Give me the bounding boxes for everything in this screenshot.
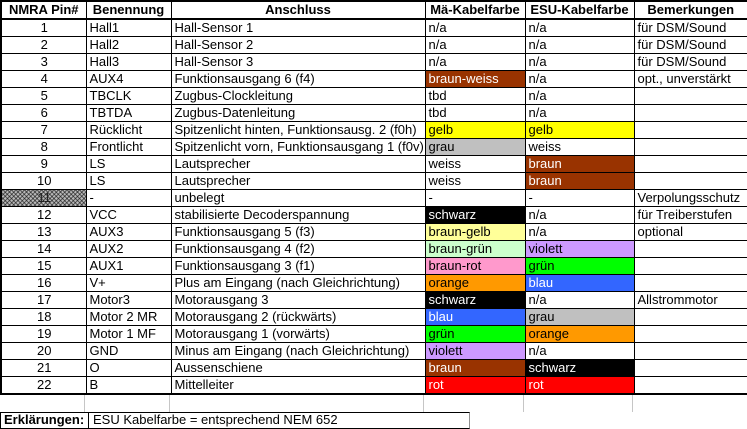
column-header-esu-kabelfarbe: ESU-Kabelfarbe: [525, 1, 634, 19]
table-row: [1, 326, 747, 343]
esu-kabelfarbe-cell: n/a: [525, 207, 634, 224]
benennung-cell: Hall2: [86, 37, 171, 54]
anschluss-cell: Spitzenlicht vorn, Funktionsausgang 1 (f0v): [171, 139, 425, 156]
pin-number-cell: 6: [1, 105, 86, 122]
pin-number-cell: 19: [1, 326, 86, 343]
table-row: [1, 275, 747, 292]
anschluss-cell: Funktionsausgang 3 (f1): [171, 258, 425, 275]
pin-number-cell: 5: [1, 88, 86, 105]
empty-cell: [524, 395, 633, 412]
ma-kabelfarbe-cell: -: [425, 190, 525, 207]
table-row: [1, 258, 747, 275]
bemerkung-cell: [634, 139, 747, 156]
anschluss-cell: Lautsprecher: [171, 156, 425, 173]
benennung-cell: AUX2: [86, 241, 171, 258]
legend-box: [0, 412, 470, 429]
anschluss-cell: Mittelleiter: [171, 377, 425, 395]
ma-kabelfarbe-cell: tbd: [425, 105, 525, 122]
table-row: [1, 190, 747, 207]
ma-kabelfarbe-cell: n/a: [425, 54, 525, 71]
ma-kabelfarbe-cell: orange: [425, 275, 525, 292]
legend-label: Erklärungen:: [1, 413, 89, 428]
benennung-cell: TBCLK: [86, 88, 171, 105]
pin-number-cell: 1: [1, 19, 86, 37]
esu-kabelfarbe-cell: rot: [525, 377, 634, 395]
esu-kabelfarbe-cell: violett: [525, 241, 634, 258]
ma-kabelfarbe-cell: n/a: [425, 37, 525, 54]
column-header-pin: NMRA Pin#: [1, 1, 86, 19]
ma-kabelfarbe-cell: schwarz: [425, 207, 525, 224]
pin-number-cell: 22: [1, 377, 86, 395]
pin-number-cell: 4: [1, 71, 86, 88]
esu-kabelfarbe-cell: n/a: [525, 343, 634, 360]
bemerkung-cell: [634, 173, 747, 190]
pin-number-cell: 18: [1, 309, 86, 326]
empty-cell: [85, 395, 170, 412]
table-row: [1, 105, 747, 122]
pin-number-cell: 10: [1, 173, 86, 190]
table-row: [1, 343, 747, 360]
pin-number-cell: 17: [1, 292, 86, 309]
table-row: [1, 292, 747, 309]
esu-kabelfarbe-cell: n/a: [525, 19, 634, 37]
pin-number-cell: 2: [1, 37, 86, 54]
bemerkung-cell: für DSM/Sound: [634, 37, 747, 54]
esu-kabelfarbe-cell: n/a: [525, 105, 634, 122]
benennung-cell: LS: [86, 156, 171, 173]
esu-kabelfarbe-cell: schwarz: [525, 360, 634, 377]
empty-cell: [424, 395, 524, 412]
table-row: [1, 139, 747, 156]
benennung-cell: Rücklicht: [86, 122, 171, 139]
anschluss-cell: Funktionsausgang 6 (f4): [171, 71, 425, 88]
ma-kabelfarbe-cell: braun: [425, 360, 525, 377]
pin-number-cell: 21: [1, 360, 86, 377]
bemerkung-cell: [634, 122, 747, 139]
esu-kabelfarbe-cell: blau: [525, 275, 634, 292]
ma-kabelfarbe-cell: braun-rot: [425, 258, 525, 275]
ma-kabelfarbe-cell: grau: [425, 139, 525, 156]
pin-number-cell: 12: [1, 207, 86, 224]
bemerkung-cell: [634, 360, 747, 377]
esu-kabelfarbe-cell: n/a: [525, 224, 634, 241]
anschluss-cell: Zugbus-Datenleitung: [171, 105, 425, 122]
table-row: [1, 88, 747, 105]
benennung-cell: AUX4: [86, 71, 171, 88]
esu-kabelfarbe-cell: braun: [525, 156, 634, 173]
bemerkung-cell: für DSM/Sound: [634, 54, 747, 71]
bemerkung-cell: [634, 258, 747, 275]
pin-table-body: [1, 19, 747, 394]
empty-cell: [0, 395, 85, 412]
esu-kabelfarbe-cell: n/a: [525, 71, 634, 88]
benennung-cell: Motor 2 MR: [86, 309, 171, 326]
table-row: [1, 122, 747, 139]
table-row: [1, 54, 747, 71]
benennung-cell: Motor3: [86, 292, 171, 309]
ma-kabelfarbe-cell: weiss: [425, 156, 525, 173]
legend-text: ESU Kabelfarbe = entsprechend NEM 652: [93, 412, 338, 427]
pin-number-cell: 14: [1, 241, 86, 258]
legend-row: [0, 412, 747, 429]
bemerkung-cell: [634, 326, 747, 343]
ma-kabelfarbe-cell: braun-gelb: [425, 224, 525, 241]
pin-number-cell: 9: [1, 156, 86, 173]
anschluss-cell: Motorausgang 1 (vorwärts): [171, 326, 425, 343]
anschluss-cell: Aussenschiene: [171, 360, 425, 377]
pin-number-cell: 7: [1, 122, 86, 139]
column-header-ma-kabelfarbe: Mä-Kabelfarbe: [425, 1, 525, 19]
bemerkung-cell: [634, 343, 747, 360]
esu-kabelfarbe-cell: n/a: [525, 292, 634, 309]
ma-kabelfarbe-cell: braun-grün: [425, 241, 525, 258]
table-row: [1, 360, 747, 377]
table-row: [1, 241, 747, 258]
bemerkung-cell: [634, 275, 747, 292]
pin-number-cell: 8: [1, 139, 86, 156]
pin-number-cell: 16: [1, 275, 86, 292]
bemerkung-cell: [634, 377, 747, 395]
esu-kabelfarbe-cell: grün: [525, 258, 634, 275]
esu-kabelfarbe-cell: n/a: [525, 88, 634, 105]
esu-kabelfarbe-cell: orange: [525, 326, 634, 343]
table-row: [1, 207, 747, 224]
esu-kabelfarbe-cell: n/a: [525, 37, 634, 54]
benennung-cell: O: [86, 360, 171, 377]
bemerkung-cell: [634, 241, 747, 258]
table-row: [1, 19, 747, 37]
esu-kabelfarbe-cell: grau: [525, 309, 634, 326]
benennung-cell: Motor 1 MF: [86, 326, 171, 343]
ma-kabelfarbe-cell: grün: [425, 326, 525, 343]
esu-kabelfarbe-cell: gelb: [525, 122, 634, 139]
benennung-cell: AUX3: [86, 224, 171, 241]
benennung-cell: Hall3: [86, 54, 171, 71]
benennung-cell: GND: [86, 343, 171, 360]
bemerkung-cell: Verpolungsschutz: [634, 190, 747, 207]
esu-kabelfarbe-cell: -: [525, 190, 634, 207]
ma-kabelfarbe-cell: violett: [425, 343, 525, 360]
table-row: [1, 377, 747, 395]
benennung-cell: TBTDA: [86, 105, 171, 122]
anschluss-cell: Hall-Sensor 1: [171, 19, 425, 37]
benennung-cell: V+: [86, 275, 171, 292]
table-row: [1, 71, 747, 88]
empty-cell: [633, 395, 747, 412]
benennung-cell: LS: [86, 173, 171, 190]
anschluss-cell: Motorausgang 2 (rückwärts): [171, 309, 425, 326]
anschluss-cell: Minus am Eingang (nach Gleichrichtung): [171, 343, 425, 360]
ma-kabelfarbe-cell: tbd: [425, 88, 525, 105]
anschluss-cell: Spitzenlicht hinten, Funktionsausg. 2 (f0h): [171, 122, 425, 139]
bemerkung-cell: [634, 156, 747, 173]
ma-kabelfarbe-cell: gelb: [425, 122, 525, 139]
ma-kabelfarbe-cell: n/a: [425, 19, 525, 37]
anschluss-cell: stabilisierte Decoderspannung: [171, 207, 425, 224]
pin-number-cell: 11: [1, 190, 86, 207]
bemerkung-cell: für DSM/Sound: [634, 19, 747, 37]
ma-kabelfarbe-cell: weiss: [425, 173, 525, 190]
bemerkung-cell: [634, 309, 747, 326]
anschluss-cell: Hall-Sensor 2: [171, 37, 425, 54]
benennung-cell: VCC: [86, 207, 171, 224]
ma-kabelfarbe-cell: rot: [425, 377, 525, 395]
table-row: [1, 156, 747, 173]
empty-cell: [170, 395, 424, 412]
header-row: [1, 1, 747, 19]
esu-kabelfarbe-cell: weiss: [525, 139, 634, 156]
anschluss-cell: Motorausgang 3: [171, 292, 425, 309]
ma-kabelfarbe-cell: schwarz: [425, 292, 525, 309]
esu-kabelfarbe-cell: n/a: [525, 54, 634, 71]
column-header-anschluss: Anschluss: [171, 1, 425, 19]
anschluss-cell: Zugbus-Clockleitung: [171, 88, 425, 105]
esu-kabelfarbe-cell: braun: [525, 173, 634, 190]
bemerkung-cell: [634, 105, 747, 122]
benennung-cell: AUX1: [86, 258, 171, 275]
benennung-cell: Hall1: [86, 19, 171, 37]
pin-number-cell: 13: [1, 224, 86, 241]
anschluss-cell: Hall-Sensor 3: [171, 54, 425, 71]
bemerkung-cell: [634, 88, 747, 105]
pin-number-cell: 3: [1, 54, 86, 71]
bemerkung-cell: optional: [634, 224, 747, 241]
pin-number-cell: 20: [1, 343, 86, 360]
table-row: [1, 309, 747, 326]
anschluss-cell: Funktionsausgang 5 (f3): [171, 224, 425, 241]
anschluss-cell: Funktionsausgang 4 (f2): [171, 241, 425, 258]
bemerkung-cell: für Treiberstufen: [634, 207, 747, 224]
empty-spreadsheet-row: [0, 395, 747, 412]
table-row: [1, 224, 747, 241]
ma-kabelfarbe-cell: braun-weiss: [425, 71, 525, 88]
bemerkung-cell: opt., unverstärkt: [634, 71, 747, 88]
anschluss-cell: Plus am Eingang (nach Gleichrichtung): [171, 275, 425, 292]
column-header-bemerkungen: Bemerkungen: [634, 1, 747, 19]
benennung-cell: Frontlicht: [86, 139, 171, 156]
table-row: [1, 37, 747, 54]
anschluss-cell: Lautsprecher: [171, 173, 425, 190]
anschluss-cell: unbelegt: [171, 190, 425, 207]
benennung-cell: B: [86, 377, 171, 395]
bemerkung-cell: Allstrommotor: [634, 292, 747, 309]
table-row: [1, 173, 747, 190]
ma-kabelfarbe-cell: blau: [425, 309, 525, 326]
column-header-benennung: Benennung: [86, 1, 171, 19]
pin-number-cell: 15: [1, 258, 86, 275]
benennung-cell: -: [86, 190, 171, 207]
